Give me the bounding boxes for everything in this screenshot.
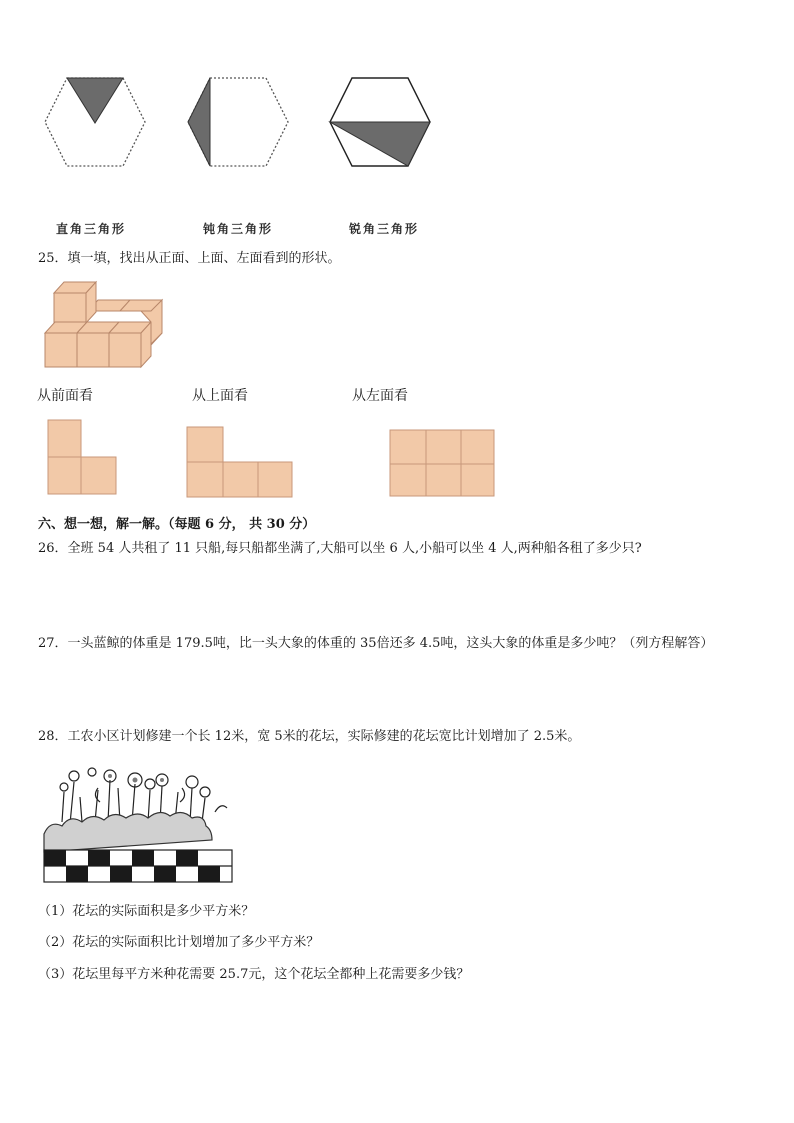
left-view-shape (388, 428, 498, 500)
caption-right-triangle: 直角三角形 (56, 222, 127, 236)
question-28-part-2: （2）花坛的实际面积比计划增加了多少平方米？ (38, 935, 320, 950)
question-25: 25．填一填，找出从正面、上面、左面看到的形状。 (38, 251, 341, 266)
hexagon-right-triangle-figure (40, 75, 150, 170)
question-27: 27．一头蓝鲸的体重是 179.5吨，比一头大象的体重的 35倍还多 4.5吨，这头大象的体重是多少吨？（列方程解答） (38, 636, 714, 651)
view-label-front: 从前面看 (37, 388, 93, 404)
question-28-part-3: （3）花坛里每平方米种花需要 25.7元，这个花坛全都种上花需要多少钱？ (38, 967, 470, 982)
view-label-left: 从左面看 (352, 388, 408, 404)
caption-obtuse-triangle: 钝角三角形 (203, 222, 274, 236)
view-label-top: 从上面看 (192, 388, 248, 404)
caption-acute-triangle: 锐角三角形 (349, 222, 420, 236)
question-26: 26．全班 54 人共租了 11 只船,每只船都坐满了,大船可以坐 6 人,小船可以坐 4 人,两种船各租了多少只? (38, 541, 642, 556)
hexagon-obtuse-triangle-figure (183, 75, 293, 170)
front-view-shape (46, 418, 121, 498)
cube-stack-figure (40, 278, 175, 373)
flower-bed-illustration (40, 762, 240, 887)
top-view-shape (185, 425, 295, 500)
question-28-part-1: （1）花坛的实际面积是多少平方米？ (38, 904, 255, 919)
hexagon-acute-triangle-figure (325, 75, 435, 170)
section-6-title: 六、想一想，解一解。（每题 6 分， 共 30 分） (38, 517, 316, 532)
question-28: 28．工农小区计划修建一个长 12米，宽 5米的花坛，实际修建的花坛宽比计划增加了 2.5米。 (38, 729, 581, 744)
